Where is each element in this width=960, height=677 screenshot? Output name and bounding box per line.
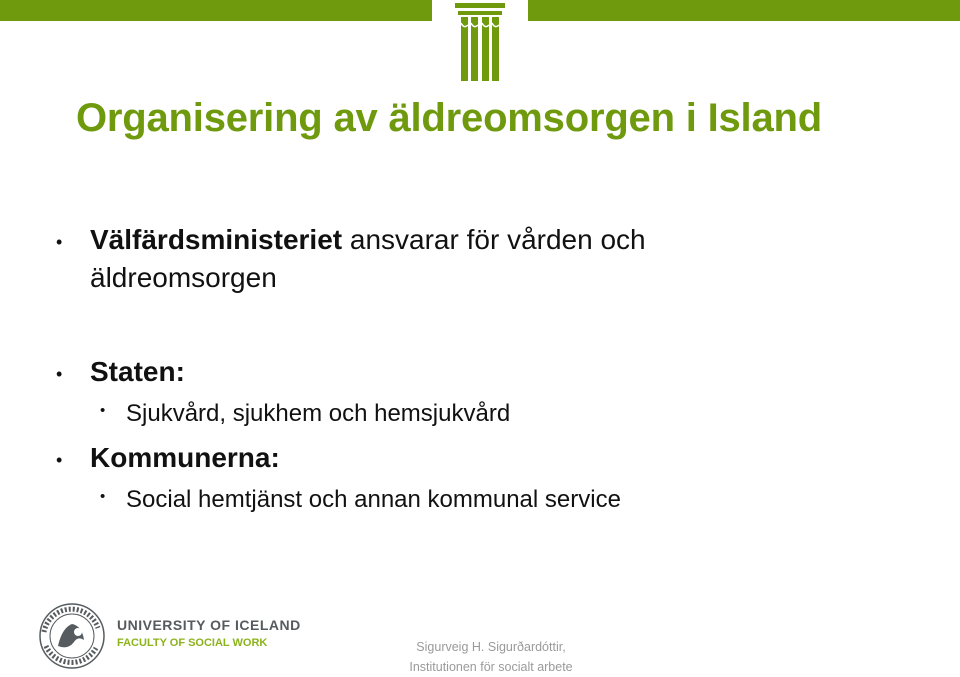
faculty-name: FACULTY OF SOCIAL WORK: [117, 637, 268, 649]
bullet-3: Kommunerna:: [90, 442, 280, 473]
institution-name: Institutionen för socialt arbete: [409, 660, 573, 674]
bullet-1: [90, 224, 646, 256]
bullet-1-text: ansvarar för vården och: [349, 224, 646, 255]
sub-bullet-dot: •: [100, 402, 106, 419]
bullet-dot: •: [56, 364, 63, 384]
bullet-1-bold: Välfärdsministeriet: [90, 224, 343, 255]
university-name: UNIVERSITY OF ICELAND: [117, 617, 301, 633]
bullet-dot: •: [56, 450, 63, 470]
bullet-2: Staten:: [90, 356, 185, 387]
bullet-3-sub: Social hemtjänst och annan kommunal service: [126, 486, 621, 513]
sub-bullet-dot: •: [100, 488, 106, 505]
bullet-2-sub: Sjukvård, sjukhem och hemsjukvård: [126, 400, 511, 427]
author-name: Sigurveig H. Sigurðardóttir,: [416, 640, 566, 654]
slide-title: Organisering av äldreomsorgen i Island: [76, 96, 822, 140]
bullet-1-line2: äldreomsorgen: [90, 262, 277, 293]
university-pillars-logo: [455, 3, 505, 81]
bullet-dot: •: [56, 232, 63, 252]
university-seal-icon: [38, 602, 106, 670]
footer-credit: [391, 637, 591, 677]
